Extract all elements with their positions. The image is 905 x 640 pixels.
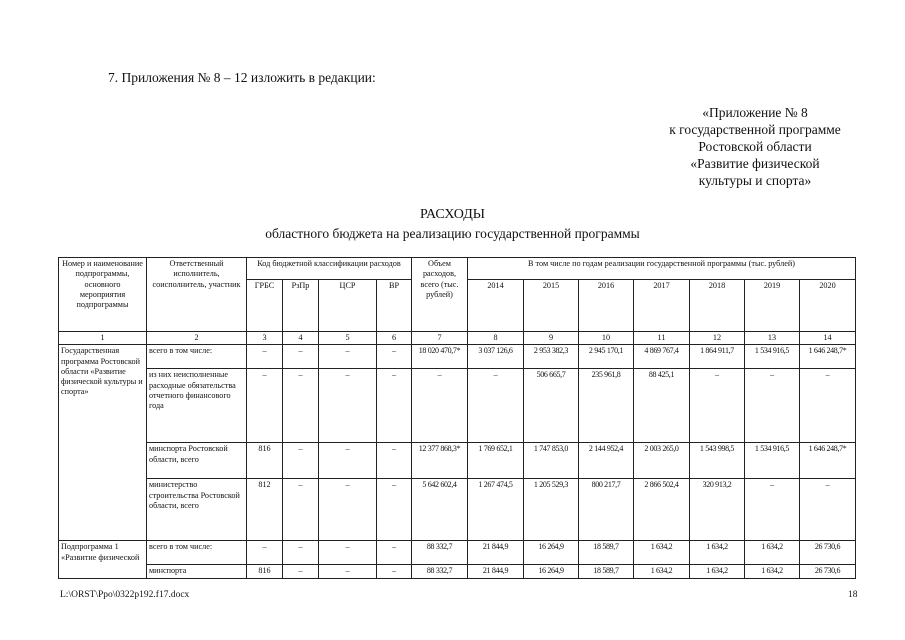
column-number: 13 [745, 332, 800, 345]
year-value-cell: 16 264,9 [524, 541, 579, 565]
column-number: 6 [377, 332, 412, 345]
header-years-group: В том числе по годам реализации государственной программы (тыс. рублей) [468, 258, 856, 280]
rzpr-cell: – [283, 479, 319, 541]
vr-cell: – [377, 443, 412, 479]
year-value-cell: 1 634,2 [690, 541, 745, 565]
annex-line: Ростовской области [698, 139, 812, 154]
year-value-cell: 1 634,2 [634, 565, 690, 578]
csr-cell: – [319, 565, 377, 578]
header-year: 2019 [745, 280, 800, 332]
header-rzpr: РзПр [283, 280, 319, 332]
program-name-cell: Государственная программа Ростовской области «Развитие физической культуры и спорта» [59, 345, 147, 541]
executor-cell: из них неисполненные расходные обязательства отчетного финансового года [147, 369, 247, 443]
total-cell: 88 332,7 [412, 565, 468, 578]
grbs-cell: 816 [247, 565, 283, 578]
table-row [59, 369, 856, 443]
year-value-cell: 3 037 126,6 [468, 345, 524, 369]
rzpr-cell: – [283, 541, 319, 565]
header-vr: ВР [377, 280, 412, 332]
year-value-cell: 1 646 248,7* [800, 443, 856, 479]
rzpr-cell: – [283, 565, 319, 578]
year-value-cell: – [800, 369, 856, 443]
csr-cell: – [319, 345, 377, 369]
year-value-cell: 1 769 652,1 [468, 443, 524, 479]
header-year: 2017 [634, 280, 690, 332]
annex-header [630, 104, 880, 189]
year-value-cell: 1 634,2 [690, 565, 745, 578]
year-value-cell: 1 634,2 [634, 541, 690, 565]
year-value-cell: – [468, 369, 524, 443]
column-number: 1 [59, 332, 147, 345]
annex-line: культуры и спорта» [698, 173, 812, 188]
grbs-cell: 812 [247, 479, 283, 541]
header-year: 2016 [579, 280, 634, 332]
grbs-cell: – [247, 345, 283, 369]
annex-line: «Развитие физической [690, 156, 820, 171]
year-value-cell: – [800, 479, 856, 541]
year-value-cell: 1 267 474,5 [468, 479, 524, 541]
column-number: 5 [319, 332, 377, 345]
rzpr-cell: – [283, 443, 319, 479]
year-value-cell: 506 665,7 [524, 369, 579, 443]
year-value-cell: 18 589,7 [579, 565, 634, 578]
rzpr-cell: – [283, 369, 319, 443]
grbs-cell: 816 [247, 443, 283, 479]
executor-cell: всего в том числе: [147, 345, 247, 369]
column-number: 3 [247, 332, 283, 345]
year-value-cell: 4 869 767,4 [634, 345, 690, 369]
year-value-cell: 1 534 916,5 [745, 345, 800, 369]
executor-cell: министерство строительства Ростовской области, всего [147, 479, 247, 541]
year-value-cell: 88 425,1 [634, 369, 690, 443]
year-value-cell: 2 945 170,1 [579, 345, 634, 369]
column-number: 2 [147, 332, 247, 345]
year-value-cell: 21 844,9 [468, 541, 524, 565]
header-grbs: ГРБС [247, 280, 283, 332]
year-value-cell: 1 864 911,7 [690, 345, 745, 369]
year-value-cell: 1 543 998,5 [690, 443, 745, 479]
year-value-cell: – [745, 369, 800, 443]
year-value-cell: 1 205 529,3 [524, 479, 579, 541]
page-number: 18 [848, 590, 858, 600]
rzpr-cell: – [283, 345, 319, 369]
year-value-cell: 2 866 502,4 [634, 479, 690, 541]
year-value-cell: 26 730,6 [800, 541, 856, 565]
total-cell: 88 332,7 [412, 541, 468, 565]
year-value-cell: 2 953 382,3 [524, 345, 579, 369]
vr-cell: – [377, 565, 412, 578]
footer-file-path: L:\ORST\Ppo\0322p192.f17.docx [60, 590, 190, 600]
vr-cell: – [377, 479, 412, 541]
year-value-cell: 26 730,6 [800, 565, 856, 578]
header-year: 2015 [524, 280, 579, 332]
annex-line: к государственной программе [669, 122, 841, 137]
column-number: 4 [283, 332, 319, 345]
vr-cell: – [377, 541, 412, 565]
expenses-table [58, 257, 856, 579]
csr-cell: – [319, 479, 377, 541]
total-cell: 18 020 470,7* [412, 345, 468, 369]
year-value-cell: 1 534 916,5 [745, 443, 800, 479]
vr-cell: – [377, 369, 412, 443]
executor-cell: минспорта Ростовской области, всего [147, 443, 247, 479]
year-value-cell: 2 003 265,0 [634, 443, 690, 479]
year-value-cell: 320 913,2 [690, 479, 745, 541]
column-number: 12 [690, 332, 745, 345]
year-value-cell: – [690, 369, 745, 443]
annex-line: «Приложение № 8 [702, 105, 808, 120]
column-number: 10 [579, 332, 634, 345]
column-number: 7 [412, 332, 468, 345]
section-text: 7. Приложения № 8 – 12 изложить в редакции: [108, 70, 376, 85]
year-value-cell: 2 144 952,4 [579, 443, 634, 479]
header-year: 2014 [468, 280, 524, 332]
header-code-group: Код бюджетной классификации расходов [247, 258, 412, 280]
executor-cell: всего в том числе: [147, 541, 247, 565]
year-value-cell: 1 634,2 [745, 541, 800, 565]
grbs-cell: – [247, 369, 283, 443]
column-number: 11 [634, 332, 690, 345]
csr-cell: – [319, 541, 377, 565]
column-number: 14 [800, 332, 856, 345]
year-value-cell: 1 634,2 [745, 565, 800, 578]
table-row [59, 345, 856, 369]
year-value-cell: 1 646 248,7* [800, 345, 856, 369]
year-value-cell: 235 961,8 [579, 369, 634, 443]
total-cell: – [412, 369, 468, 443]
total-cell: 5 642 602,4 [412, 479, 468, 541]
header-csr: ЦСР [319, 280, 377, 332]
executor-cell: минспорта [147, 565, 247, 578]
csr-cell: – [319, 443, 377, 479]
csr-cell: – [319, 369, 377, 443]
table-row [59, 541, 856, 565]
header-number: Номер и наименование подпрограммы, основного мероприятия подпрограммы [59, 258, 147, 332]
table-row [59, 443, 856, 479]
header-volume: Объем расходов, всего (тыс. рублей) [412, 258, 468, 332]
column-number: 8 [468, 332, 524, 345]
header-year: 2018 [690, 280, 745, 332]
year-value-cell: 21 844,9 [468, 565, 524, 578]
column-number: 9 [524, 332, 579, 345]
document-subtitle: областного бюджета на реализацию государственной программы [265, 226, 640, 241]
vr-cell: – [377, 345, 412, 369]
table-row [59, 479, 856, 541]
header-year: 2020 [800, 280, 856, 332]
year-value-cell: 800 217,7 [579, 479, 634, 541]
total-cell: 12 377 868,3* [412, 443, 468, 479]
grbs-cell: – [247, 541, 283, 565]
table-row [59, 565, 856, 578]
year-value-cell: 18 589,7 [579, 541, 634, 565]
header-executor: Ответственный исполнитель, соисполнитель, участник [147, 258, 247, 332]
year-value-cell: 16 264,9 [524, 565, 579, 578]
year-value-cell: – [745, 479, 800, 541]
document-title: РАСХОДЫ [420, 207, 485, 222]
year-value-cell: 1 747 853,0 [524, 443, 579, 479]
subprogram-name-cell: Подпрограмма 1 «Развитие физической [59, 541, 147, 578]
